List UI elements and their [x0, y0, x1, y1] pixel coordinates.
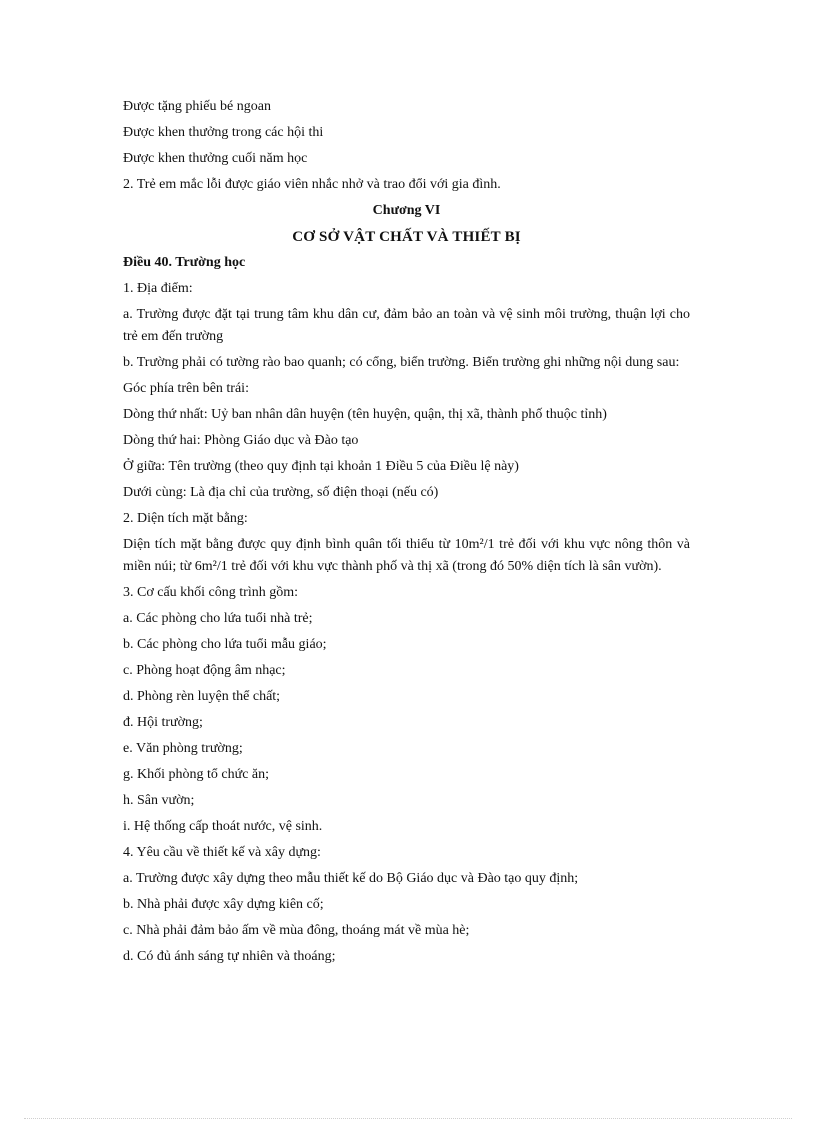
list-item: d. Phòng rèn luyện thể chất; — [123, 689, 281, 704]
text-line: Được khen thưởng cuối năm học — [123, 151, 308, 166]
list-item: b. Các phòng cho lứa tuổi mẫu giáo; — [123, 637, 327, 652]
paragraph: a. Trường được đặt tại trung tâm khu dân cư, đảm bảo an toàn và vệ sinh môi trường, thuận lợi cho trẻ em đến trường — [123, 307, 690, 344]
text-line: Góc phía trên bên trái: — [123, 381, 249, 396]
list-item: c. Nhà phải đảm bảo ấm về mùa đông, thoáng mát về mùa hè; — [123, 923, 470, 938]
page-bottom-rule — [24, 1118, 792, 1119]
list-item: c. Phòng hoạt động âm nhạc; — [123, 663, 286, 678]
article-heading: Điều 40. Trường học — [123, 255, 246, 270]
section-heading: 4. Yêu cầu về thiết kế và xây dựng: — [123, 845, 321, 860]
list-item: i. Hệ thống cấp thoát nước, vệ sinh. — [123, 819, 323, 834]
paragraph: b. Trường phải có tường rào bao quanh; có cổng, biển trường. Biển trường ghi những nội dung sau: — [123, 355, 680, 370]
text-line: 2. Trẻ em mắc lỗi được giáo viên nhắc nhở và trao đổi với gia đình. — [123, 177, 501, 192]
text-line: Được khen thưởng trong các hội thi — [123, 125, 324, 140]
chapter-title: CƠ SỞ VẬT CHẤT VÀ THIẾT BỊ — [292, 229, 521, 245]
document-page — [123, 96, 690, 972]
list-item: g. Khối phòng tổ chức ăn; — [123, 767, 270, 782]
section-heading: 1. Địa điểm: — [123, 281, 193, 296]
text-line: Ở giữa: Tên trường (theo quy định tại khoản 1 Điều 5 của Điều lệ này) — [123, 459, 519, 474]
list-item: a. Các phòng cho lứa tuổi nhà trẻ; — [123, 611, 313, 626]
chapter-label: Chương VI — [372, 203, 441, 218]
section-heading: 2. Diện tích mặt bằng: — [123, 511, 248, 526]
list-item: d. Có đủ ánh sáng tự nhiên và thoáng; — [123, 949, 336, 964]
list-item: đ. Hội trường; — [123, 715, 203, 730]
text-line: Dưới cùng: Là địa chỉ của trường, số điện thoại (nếu có) — [123, 485, 439, 500]
list-item: b. Nhà phải được xây dựng kiên cố; — [123, 897, 324, 912]
text-line: Dòng thứ nhất: Uỷ ban nhân dân huyện (tên huyện, quận, thị xã, thành phố thuộc tỉnh) — [123, 407, 607, 422]
list-item: h. Sân vườn; — [123, 793, 195, 808]
section-heading: 3. Cơ cấu khối công trình gồm: — [123, 585, 298, 600]
list-item: e. Văn phòng trường; — [123, 741, 243, 756]
list-item: a. Trường được xây dựng theo mẫu thiết kế do Bộ Giáo dục và Đào tạo quy định; — [123, 871, 579, 886]
text-line: Dòng thứ hai: Phòng Giáo dục và Đào tạo — [123, 433, 359, 448]
text-line: Được tặng phiếu bé ngoan — [123, 99, 271, 114]
paragraph: Diện tích mặt bằng được quy định bình quân tối thiểu từ 10m²/1 trẻ đối với khu vực nông thôn và miền núi; từ 6m²/1 trẻ đối với khu vực thành phố và thị xã (trong đó 50% diện tích là sân vườn). — [123, 537, 690, 574]
